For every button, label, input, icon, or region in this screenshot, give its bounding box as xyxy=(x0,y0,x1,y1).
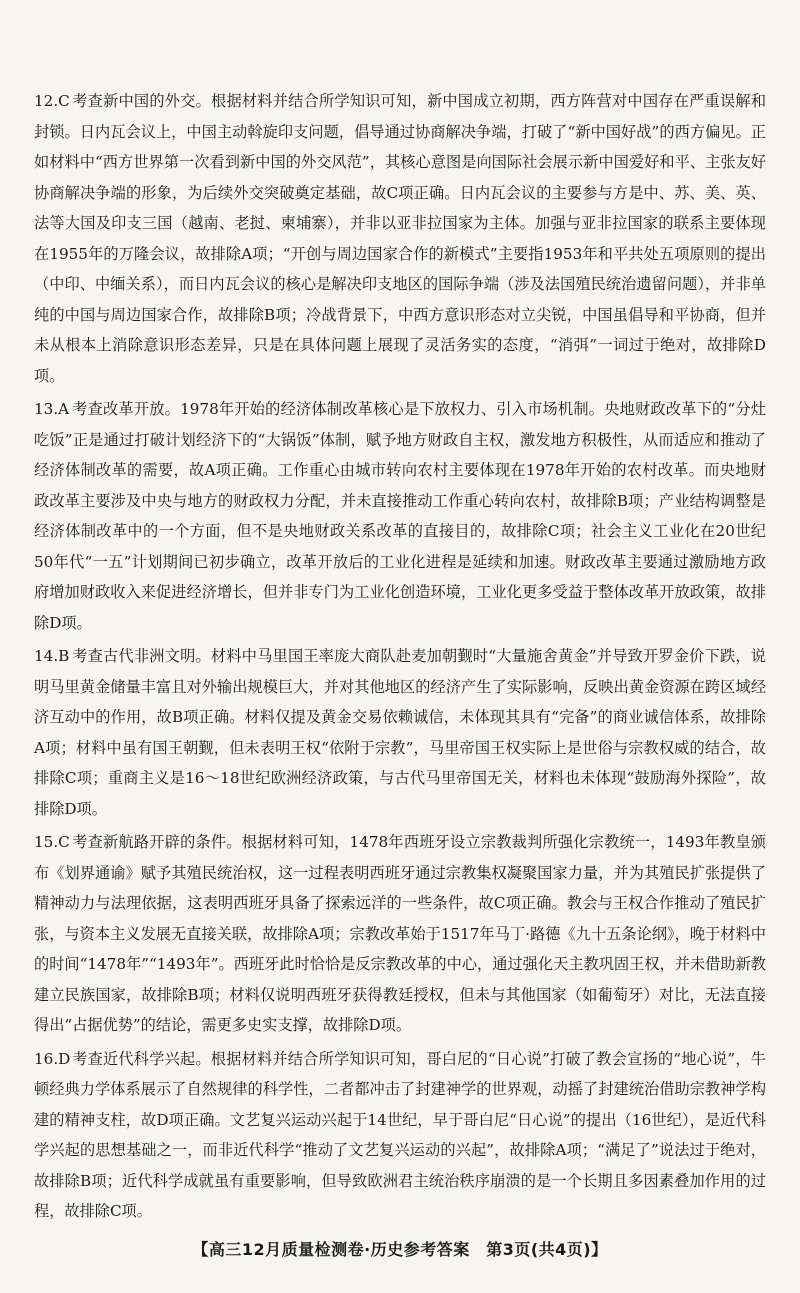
answer-number: 16.D xyxy=(34,1049,71,1068)
answer-number: 13.A xyxy=(34,400,70,418)
answer-number: 14.B xyxy=(34,647,70,665)
answer-12 xyxy=(34,86,766,391)
answer-explanation: 考查改革开放。1978年开始的经济体制改革核心是下放权力、引入市场机制。央地财政改革下的“分灶吃饭”正是通过打破计划经济下的“大锅饭”体制，赋予地方财政自主权，激发地方积极性，从而适应和推动了经济体制改革的需要，故A项正确。工作重心由城市转向农村主要体现在1978年开始的农村改革。而央地财政改革主要涉及中央与地方的财政权力分配，并未直接推动工作重心转向农村，故排除B项；产业结构调整是经济体制改革中的一个方面，但不是央地财政关系改革的直接目的，故排除C项；社会主义工业化在20世纪50年代“一五”计划期间已初步确立，改革开放后的工业化进程是延续和加速。财政改革主要通过激励地方政府增加财政收入来促进经济增长，但并非专门为工业化创造环境，工业化更多受益于整体改革开放政策，故排除D项。 xyxy=(34,400,766,632)
answer-15 xyxy=(34,827,766,1041)
answer-explanation: 考查新中国的外交。根据材料并结合所学知识可知，新中国成立初期，西方阵营对中国存在严重误解和封锁。日内瓦会议上，中国主动斡旋印支问题，倡导通过协商解决争端，打破了“新中国好战”的西方偏见。正如材料中“西方世界第一次看到新中国的外交风范”，其核心意图是向国际社会展示新中国爱好和平、主张友好协商解决争端的形象，为后续外交突破奠定基础，故C项正确。日内瓦会议的主要参与方是中、苏、美、英、法等大国及印支三国（越南、老挝、柬埔寨），并非以亚非拉国家为主体。加强与亚非拉国家的联系主要体现在1955年的万隆会议，故排除A项；“开创与周边国家合作的新模式”主要指1953年和平共处五项原则的提出（中印、中缅关系），而日内瓦会议的核心是解决印支地区的国际争端（涉及法国殖民统治遗留问题），并非单纯的中国与周边国家合作，故排除B项；冷战背景下，中西方意识形态对立尖锐，中国虽倡导和平协商，但并未从根本上消除意识形态差异，只是在具体问题上展现了灵活务实的态度，“消弭”一词过于绝对，故排除D项。 xyxy=(34,92,766,385)
answer-13 xyxy=(34,394,766,638)
answer-explanation: 考查近代科学兴起。根据材料并结合所学知识可知，哥白尼的“日心说”打破了教会宣扬的“地心说”，牛顿经典力学体系展示了自然规律的科学性，二者都冲击了封建神学的世界观，动摇了封建统治借助宗教神学构建的精神支柱，故D项正确。文艺复兴运动兴起于14世纪，早于哥白尼“日心说”的提出（16世纪），是近代科学兴起的思想基础之一，而非近代科学“推动了文艺复兴运动的兴起”，故排除A项；“满足了”说法过于绝对，故排除B项；近代科学成就虽有重要影响，但导致欧洲君主统治秩序崩溃的是一个长期且多因素叠加作用的过程，故排除C项。 xyxy=(34,1049,766,1220)
answer-number: 12.C xyxy=(34,92,70,110)
answer-number: 15.C xyxy=(34,833,70,851)
answer-explanation: 考查新航路开辟的条件。根据材料可知，1478年西班牙设立宗教裁判所强化宗教统一，1493年教皇颁布《划界通谕》赋予其殖民统治权，这一过程表明西班牙通过宗教集权凝聚国家力量，并为其殖民扩张提供了精神动力与法理依据，这表明西班牙具备了探索远洋的一些条件，故C项正确。教会与王权合作推动了殖民扩张，与资本主义发展无直接关联，故排除A项；宗教改革始于1517年马丁·路德《九十五条论纲》，晚于材料中的时间“1478年”“1493年”。西班牙此时恰恰是反宗教改革的中心，通过强化天主教巩固王权，并未借助新教建立民族国家，故排除B项；材料仅说明西班牙获得教廷授权，但未与其他国家（如葡萄牙）对比，无法直接得出“占据优势”的结论，需更多史实支撑，故排除D项。 xyxy=(34,833,766,1034)
page-footer: 【高三12月质量检测卷·历史参考答案 第3页(共4页)】 xyxy=(192,1240,608,1259)
answer-16 xyxy=(34,1044,766,1227)
answer-14 xyxy=(34,641,766,824)
answer-explanation: 考查古代非洲文明。材料中马里国王率庞大商队赴麦加朝觐时“大量施舍黄金”并导致开罗金价下跌，说明马里黄金储量丰富且对外输出规模巨大，并对其他地区的经济产生了实际影响，反映出黄金资源在跨区域经济互动中的作用，故B项正确。材料仅提及黄金交易依赖诚信，未体现其具有“完备”的商业诚信体系，故排除A项；材料中虽有国王朝觐，但未表明王权“依附于宗教”，马里帝国王权实际上是世俗与宗教权威的结合，故排除C项；重商主义是16～18世纪欧洲经济政策，与古代马里帝国无关，材料也未体现“鼓励海外探险”，故排除D项。 xyxy=(34,647,766,818)
